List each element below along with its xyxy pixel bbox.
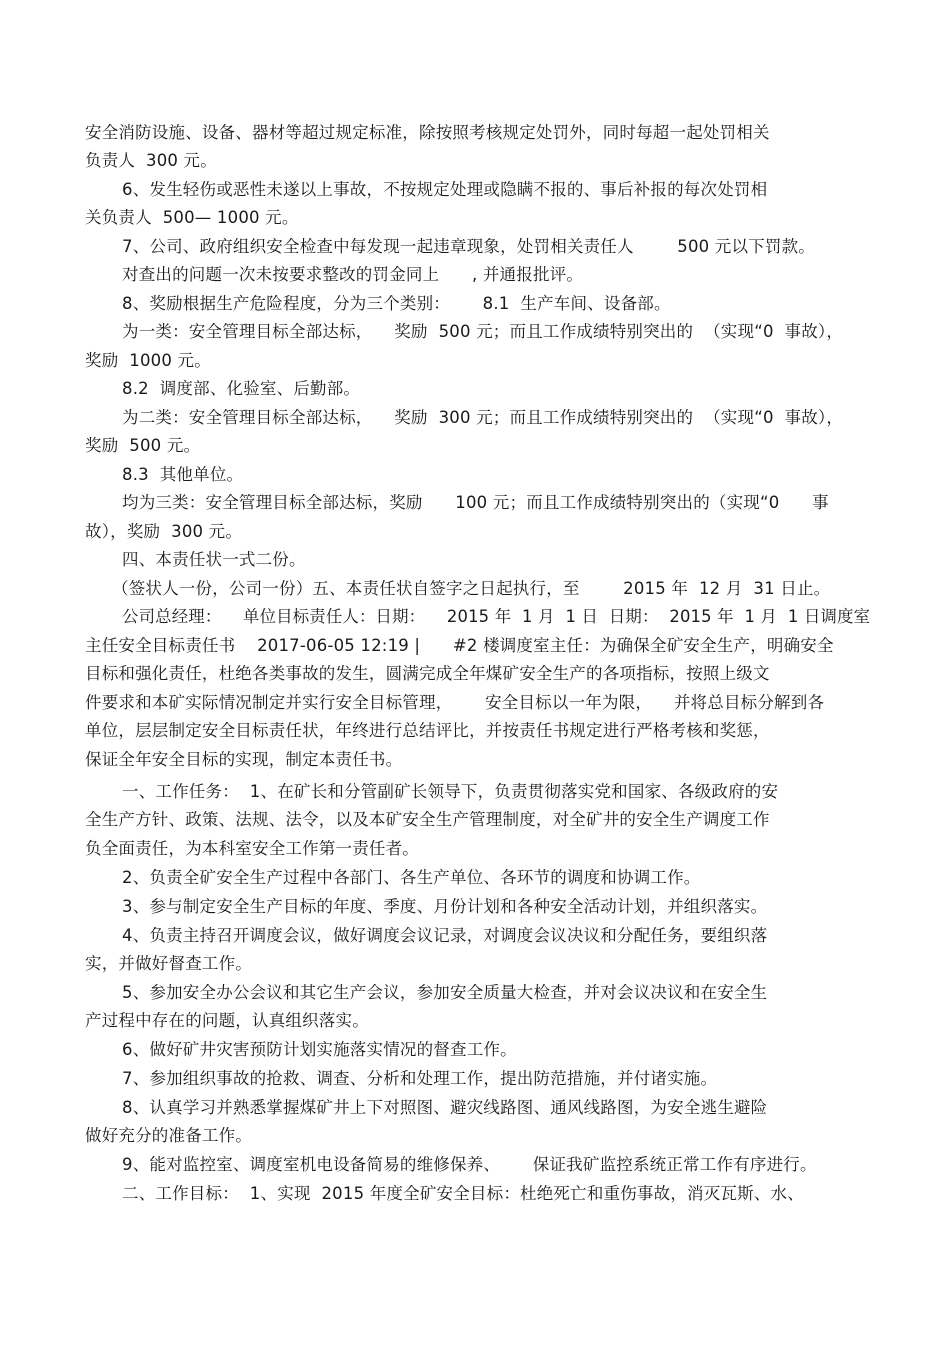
text-line: 单位，层层制定安全目标责任状，年终进行总结评比，并按责任书规定进行严格考核和奖惩，: [85, 721, 770, 740]
text-line: 保证全年安全目标的实现，制定本责任书。: [85, 750, 403, 769]
text-line: 目标和强化责任，杜绝各类事故的发生，圆满完成全年煤矿安全生产的各项指标，按照上级文: [85, 664, 770, 683]
text-line: 全生产方针、政策、法规、法令，以及本矿安全生产管理制度，对全矿井的安全生产调度工作: [85, 810, 770, 829]
text-line: 件要求和本矿实际情况制定并实行安全目标管理， 安全目标以一年为限， 并将总目标分解到各: [85, 693, 825, 712]
text-line: 9、能对监控室、调度室机电设备简易的维修保养、 保证我矿监控系统正常工作有序进行。: [122, 1155, 817, 1174]
text-line: 3、参与制定安全生产目标的年度、季度、月份计划和各种安全活动计划，并组织落实。: [122, 897, 768, 916]
text-line: 5、参加安全办公会议和其它生产会议，参加安全质量大检查，并对会议决议和在安全生: [122, 983, 768, 1002]
text-line: 对查出的问题一次未按要求整改的罚金同上 , 并通报批评。: [122, 265, 584, 284]
text-line: 为一类：安全管理目标全部达标， 奖励 500 元；而且工作成绩特别突出的 （实现“0 事故），: [122, 322, 844, 341]
text-line: 7、公司、政府组织安全检查中每发现一起违章现象，处罚相关责任人 500 元以下罚款。: [122, 237, 815, 256]
text-line: 2、负责全矿安全生产过程中各部门、各生产单位、各环节的调度和协调工作。: [122, 868, 701, 887]
text-line: 8.2 调度部、化验室、后勤部。: [122, 379, 361, 398]
text-line: 公司总经理： 单位目标责任人：日期： 2015 年 1 月 1 日 日期： 2015 年 1 月 1 日调度室: [122, 607, 871, 626]
text-line: 四、本责任状一式二份。: [122, 550, 306, 569]
text-line: 4、负责主持召开调度会议，做好调度会议记录，对调度会议决议和分配任务，要组织落: [122, 926, 768, 945]
text-line: 为二类：安全管理目标全部达标， 奖励 300 元；而且工作成绩特别突出的 （实现“0 事故），: [122, 408, 844, 427]
text-line: 实，并做好督查工作。: [85, 954, 252, 973]
text-line: 负责人 300 元。: [85, 151, 217, 170]
text-line: 做好充分的准备工作。: [85, 1126, 252, 1145]
text-line: 关负责人 500— 1000 元。: [85, 208, 299, 227]
text-line: 6、做好矿井灾害预防计划实施落实情况的督查工作。: [122, 1040, 517, 1059]
text-line: 8.3 其他单位。: [122, 465, 244, 484]
text-line: 产过程中存在的问题，认真组织落实。: [85, 1011, 369, 1030]
text-line: 均为三类：安全管理目标全部达标，奖励 100 元；而且工作成绩特别突出的（实现“0 事: [122, 493, 829, 512]
text-line: 一、工作任务： 1、在矿长和分管副矿长领导下，负责贯彻落实党和国家、各级政府的安: [122, 782, 779, 801]
text-line: 二、工作目标： 1、实现 2015 年度全矿安全目标：杜绝死亡和重伤事故，消灭瓦斯、水、: [122, 1184, 804, 1203]
text-line: （签状人一份，公司一份）五、本责任状自签字之日起执行，至 2015 年 12 月 31 日止。: [112, 579, 831, 598]
text-line: 6、发生轻伤或恶性未遂以上事故，不按规定处理或隐瞒不报的、事后补报的每次处罚相: [122, 180, 768, 199]
text-line: 故），奖励 300 元。: [85, 522, 243, 541]
text-line: 负全面责任，为本科室安全工作第一责任者。: [85, 839, 419, 858]
text-line: 安全消防设施、设备、器材等超过规定标准，除按照考核规定处罚外，同时每超一起处罚相关: [85, 123, 770, 142]
text-line: 8、认真学习并熟悉掌握煤矿井上下对照图、避灾线路图、通风线路图，为安全逃生避险: [122, 1098, 768, 1117]
text-line: 8、奖励根据生产危险程度，分为三个类别： 8.1 生产车间、设备部。: [122, 294, 671, 313]
text-line: 主任安全目标责任书 2017-06-05 12:19 | #2 楼调度室主任：为确保全矿安全生产，明确安全: [85, 636, 834, 655]
text-line: 7、参加组织事故的抢救、调查、分析和处理工作，提出防范措施，并付诸实施。: [122, 1069, 718, 1088]
text-line: 奖励 500 元。: [85, 436, 201, 455]
text-line: 奖励 1000 元。: [85, 351, 211, 370]
